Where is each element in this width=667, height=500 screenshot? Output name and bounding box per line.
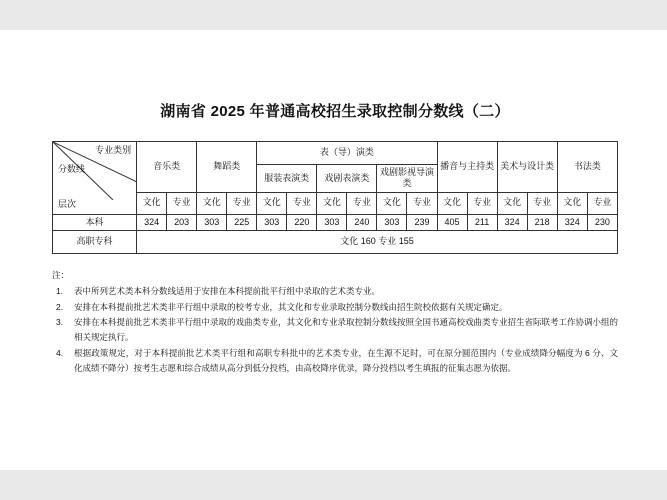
score-cell: 303 [377, 214, 407, 230]
column-header: 文化 [317, 192, 347, 214]
score-cell: 203 [167, 214, 197, 230]
score-cell: 324 [557, 214, 587, 230]
column-header: 专业 [227, 192, 257, 214]
note-number: 4. [56, 348, 64, 359]
score-cell: 211 [467, 214, 497, 230]
column-header: 专业 [587, 192, 617, 214]
column-header: 文化 [137, 192, 167, 214]
score-line-table [52, 141, 618, 254]
document-body [52, 100, 618, 377]
column-header: 专业 [527, 192, 557, 214]
page-title: 湖南省 2025 年普通高校招生录取控制分数线（二） [160, 103, 510, 120]
column-header: 文化 [557, 192, 587, 214]
note-item [52, 346, 618, 376]
column-header: 文化 [257, 192, 287, 214]
group-header-music: 音乐类 [137, 142, 197, 193]
score-cell: 303 [317, 214, 347, 230]
note-item [52, 315, 618, 345]
score-cell: 218 [527, 214, 557, 230]
subgroup-header-fashion-performance: 服装表演类 [257, 165, 317, 193]
score-cell: 220 [287, 214, 317, 230]
column-header: 专业 [407, 192, 437, 214]
note-text: 根据政策规定，对于本科提前批艺术类平行组和高职专科批中的艺术类专业，在生源不足时，可在原分圆范围内（专业成绩降分幅度为 6 分、文化成绩不降分）按考生志愿和综合成绩从高分到低分投档，由高校降序优录，降分投档以考生填报的征集志愿为依据。 [74, 348, 618, 373]
table-header-group-row [53, 142, 618, 165]
score-cell: 405 [437, 214, 467, 230]
group-header-calligraphy: 书法类 [557, 142, 617, 193]
subgroup-header-drama-performance: 戏剧表演类 [317, 165, 377, 193]
vocational-score-cell: 文化 160 专业 155 [137, 230, 618, 253]
column-header: 文化 [497, 192, 527, 214]
corner-level-label: 层次 [58, 199, 77, 210]
subgroup-header-drama-film-directing: 戏剧影视导演类 [377, 165, 437, 193]
column-header: 文化 [437, 192, 467, 214]
column-header: 专业 [287, 192, 317, 214]
group-header-broadcasting: 播音与主持类 [437, 142, 497, 193]
group-header-performance: 表（导）演类 [257, 142, 437, 165]
document-page [0, 30, 667, 470]
note-number: 1. [56, 285, 64, 296]
note-text: 表中所列艺术类本科分数线适用于安排在本科提前批平行组中录取的艺术类专业。 [74, 285, 381, 296]
notes-heading: 注： [52, 269, 70, 280]
table-column-header-row [53, 192, 618, 214]
score-cell: 324 [137, 214, 167, 230]
note-item [52, 284, 618, 299]
column-header: 文化 [197, 192, 227, 214]
corner-line-label: 分数线 [58, 164, 86, 174]
notes-section [52, 268, 618, 376]
row-label-undergraduate: 本科 [53, 214, 137, 230]
notes-list [52, 284, 618, 376]
score-cell: 239 [407, 214, 437, 230]
score-cell: 303 [197, 214, 227, 230]
column-header: 专业 [167, 192, 197, 214]
score-cell: 324 [497, 214, 527, 230]
score-cell: 230 [587, 214, 617, 230]
column-header: 专业 [347, 192, 377, 214]
score-cell: 225 [227, 214, 257, 230]
note-number: 3. [56, 317, 64, 328]
table-row [53, 214, 618, 230]
row-label-vocational: 高职专科 [53, 230, 137, 253]
column-header: 文化 [377, 192, 407, 214]
table-corner-cell [53, 142, 137, 215]
table-row [53, 230, 618, 253]
group-header-fine-arts: 美术与设计类 [497, 142, 557, 193]
note-text: 安排在本科提前批艺术类非平行组中录取的校考专业，其文化和专业录取控制分数线由招生院校依据有关规定确定。 [74, 301, 508, 312]
note-number: 2. [56, 301, 64, 312]
score-cell: 240 [347, 214, 377, 230]
group-header-dance: 舞蹈类 [197, 142, 257, 193]
score-cell: 303 [257, 214, 287, 230]
column-header: 专业 [467, 192, 497, 214]
note-text: 安排在本科提前批艺术类非平行组中录取的戏曲类专业，其文化和专业录取控制分数线按照全国书通高校戏曲类专业招生省际联考工作协调小组的相关规定执行。 [74, 317, 619, 343]
corner-major-label: 专业类别 [95, 145, 132, 155]
note-item [52, 300, 618, 315]
